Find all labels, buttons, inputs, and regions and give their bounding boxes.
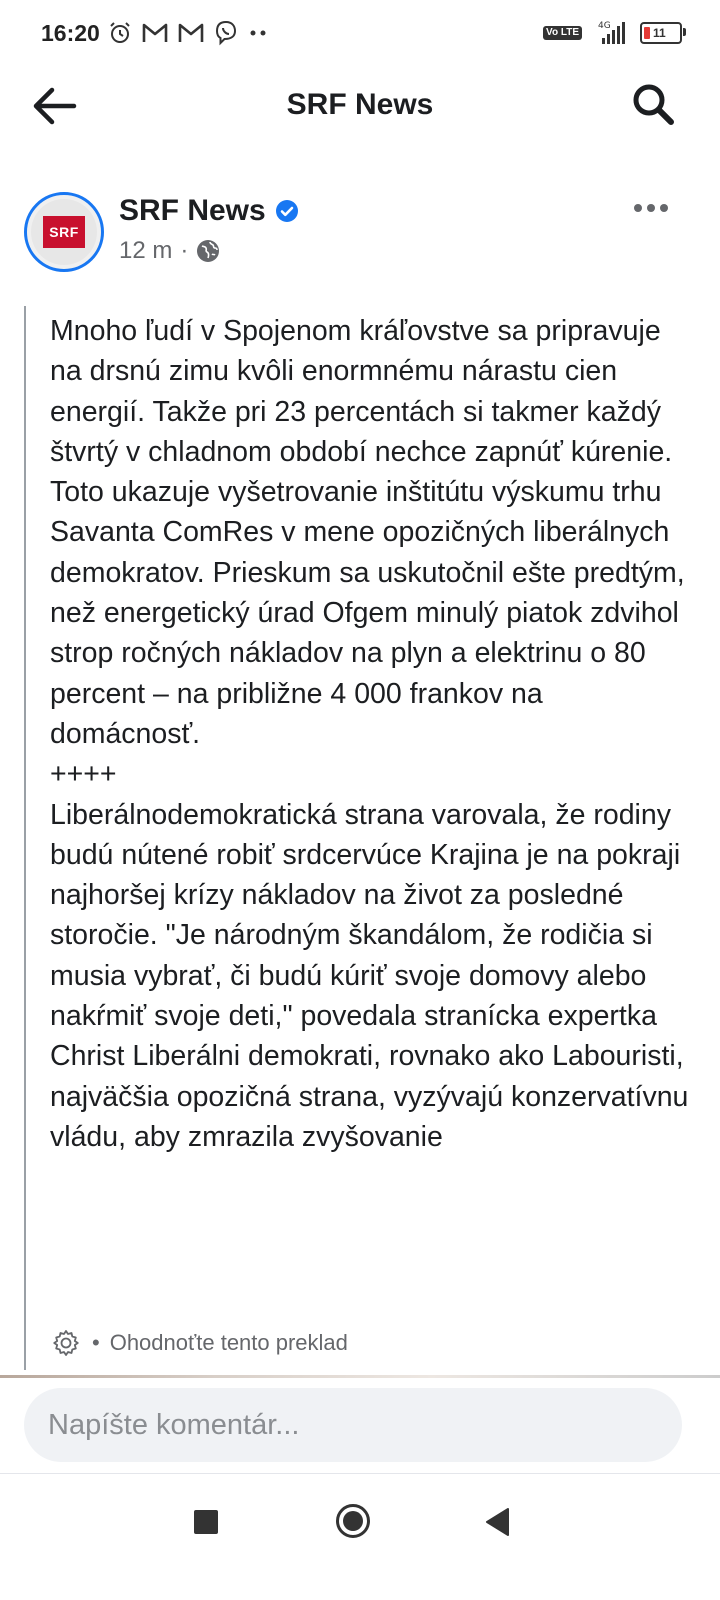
translation-quote-bar xyxy=(24,306,26,1370)
page-name-row xyxy=(119,194,299,228)
translation-dot: • xyxy=(92,1330,100,1355)
signal-icon xyxy=(592,20,630,46)
page-avatar[interactable] xyxy=(24,192,104,272)
search-button[interactable] xyxy=(631,82,675,126)
post-divider xyxy=(0,1375,720,1378)
status-bar xyxy=(0,0,720,70)
system-icons xyxy=(543,20,682,46)
page-title: SRF News xyxy=(286,88,434,121)
translation-feedback[interactable] xyxy=(50,1327,348,1359)
more-dot xyxy=(660,204,668,212)
srf-logo: SRF xyxy=(43,216,85,248)
battery-level: 11 xyxy=(653,26,666,40)
recent-apps-button[interactable] xyxy=(194,1510,218,1534)
more-dots-icon xyxy=(248,28,268,38)
nav-back-button[interactable] xyxy=(484,1507,510,1537)
status-time: 16:20 xyxy=(41,20,100,46)
battery-icon xyxy=(640,22,682,44)
system-nav-bar xyxy=(0,1474,720,1600)
volte-icon: Vo LTE xyxy=(543,26,582,40)
more-dot xyxy=(634,204,642,212)
page-name[interactable]: SRF News xyxy=(119,194,266,227)
alarm-icon xyxy=(108,21,132,45)
comment-box[interactable] xyxy=(24,1388,682,1462)
network-type: 4G xyxy=(598,21,611,31)
post-meta xyxy=(119,237,220,265)
more-dot xyxy=(647,204,655,212)
viber-icon xyxy=(214,20,238,46)
post-text: Mnoho ľudí v Spojenom kráľovstve sa pripravuje na drsnú zimu kvôli enormnému nárastu cien energií. Takže pri 23 percentách si takmer každý štvrtý v chladnom období nechce zapnúť kúrenie. Toto ukazuje vyšetrovanie inštitútu výskumu trhu Savanta ComRes v mene opozičných liberálnych demokratov. Prieskum sa uskutočnil ešte predtým, než energetický úrad Ofgem minulý piatok zdvihol strop ročných nákladov na plyn a elektrinu o 80 percent – na približne 4 000 frankov na domácnosť. ++++ Liberálnodemokratická strana varovala, že rodiny budú nútené robiť srdcervúce Krajina je na pokraji najhoršej krízy nákladov na život za posledné storočie. "Je národným škandálom, že rodičia si musia vybrať, či budú kúriť svoje domovy alebo nakŕmiť svoje deti," povedala stranícka expertka Christ Liberálni demokrati, rovnako ako Labouristi, najväčšia opozičná strana, vyzývajú konzervatívnu vládu, aby zmrazila zvyšovanie xyxy=(50,315,689,1153)
home-button[interactable] xyxy=(335,1503,371,1539)
gear-icon xyxy=(50,1327,82,1359)
post-time[interactable]: 12 m xyxy=(119,237,173,264)
gmail-icon xyxy=(142,22,168,44)
globe-icon xyxy=(196,239,220,263)
gmail-icon xyxy=(178,22,204,44)
meta-separator: · xyxy=(180,237,189,264)
notification-icons xyxy=(108,20,268,46)
rate-translation-link[interactable]: Ohodnoťte tento preklad xyxy=(109,1330,348,1355)
app-header xyxy=(0,70,720,140)
more-options-button[interactable] xyxy=(634,200,668,216)
verified-badge-icon xyxy=(275,199,299,223)
comment-input[interactable] xyxy=(48,1388,658,1462)
search-icon xyxy=(631,82,675,126)
